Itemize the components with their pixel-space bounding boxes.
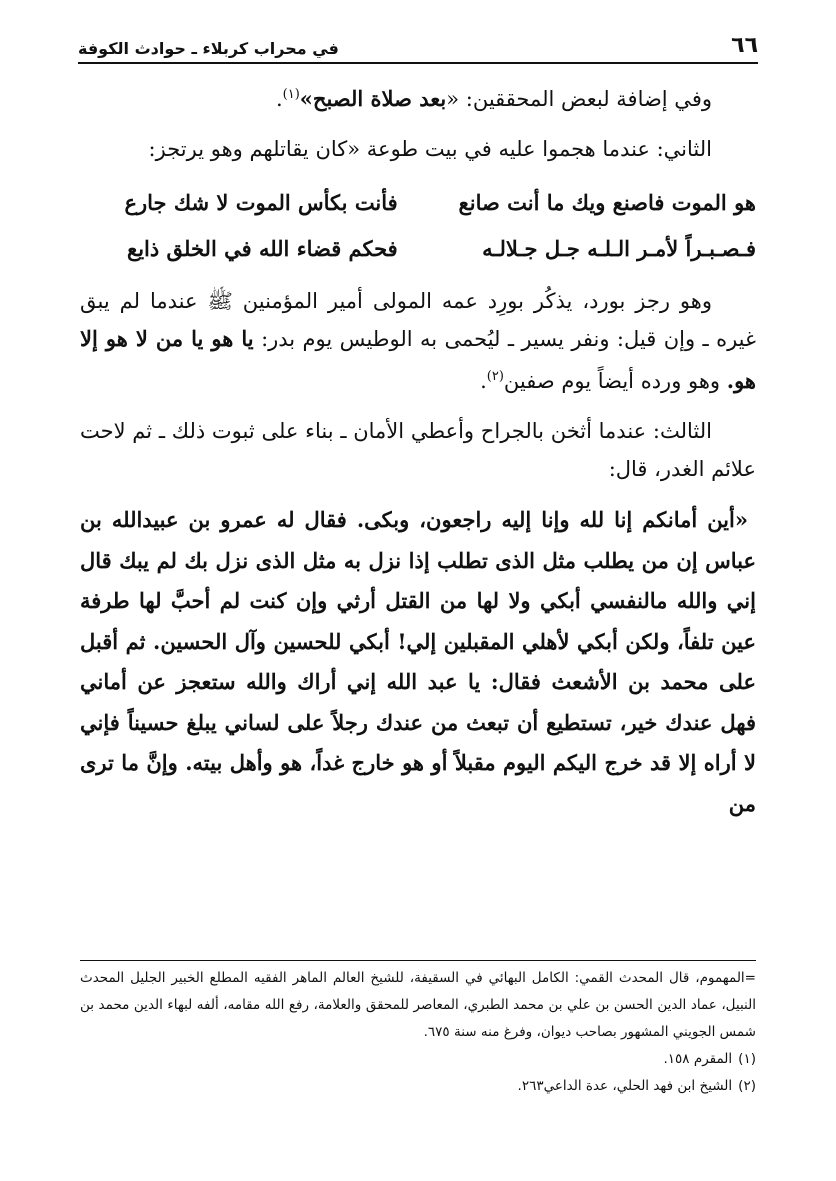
paragraph-1-bold: بعد صلاة الصبح» xyxy=(299,86,447,111)
verse-2 xyxy=(80,226,756,272)
paragraph-3-text2: وهو ورده أيضاً يوم صفين xyxy=(503,369,721,393)
main-text xyxy=(80,76,756,824)
footnote-2 xyxy=(80,1073,756,1100)
paragraph-3-text: وهو رجز بورد، يذكُر بورِد عمه المولى أمير المؤمنين ﷺ عندما لم يبق غيره ـ وإن قيل: ونفر يسير ـ ليُحمى به الوطيس يوم بدر: xyxy=(80,289,756,351)
paragraph-3-end: . xyxy=(480,369,487,393)
verse-1 xyxy=(80,180,756,226)
footnote-ref-2[interactable]: (٢) xyxy=(486,369,504,384)
footnote-1-text: المقرم ١٥٨. xyxy=(663,1051,733,1067)
verse-2-right: فـصـبـراً لأمـر الـلـه جـل جـلالـه xyxy=(482,236,756,261)
paragraph-3 xyxy=(80,282,756,400)
footnote-2-mark: (٢) xyxy=(738,1078,756,1094)
footnote-ref-1[interactable]: (١) xyxy=(282,87,300,102)
page-number: ٦٦ xyxy=(731,33,758,58)
poem xyxy=(80,180,756,272)
paragraph-1-text: وفي إضافة لبعض المحققين: « xyxy=(446,87,712,111)
verse-1-left: فأنت بكأس الموت لا شك جارع xyxy=(124,190,398,215)
paragraph-3-bold: يا هو يا من لا هو إلا هو. xyxy=(80,326,756,393)
footnote-continuation: =المهموم، قال المحدث القمي: الكامل البهائي في السقيفة، للشيخ العالم الماهر الفقيه المطلع الخبير الجليل المحدث النبيل، عماد الدين الحسن بن علي بن محمد الطبري، المعاصر للمحقق والعلامة، رفع الله مقامه، ألفه لبهاء الدين محمد بن شمس الجويني المشهور بصاحب ديوان، وفرغ منه سنة ٦٧٥. xyxy=(80,970,756,1040)
verse-2-left: فحكم قضاء الله في الخلق ذايع xyxy=(127,236,398,261)
footnote-1 xyxy=(80,1046,756,1073)
paragraph-4: الثالث: عندما أثخن بالجراح وأعطي الأمان ـ بناء على ثبوت ذلك ـ ثم لاحت علائم الغدر، قال: xyxy=(80,419,756,481)
paragraph-1 xyxy=(80,76,756,118)
footnote-1-mark: (١) xyxy=(738,1051,756,1067)
footnote-2-text: الشيخ ابن فهد الحلي، عدة الداعي٢٦٣. xyxy=(517,1078,733,1094)
running-title: في محراب كربلاء ـ حوادث الكوفة xyxy=(78,39,339,58)
paragraph-2: الثاني: عندما هجموا عليه في بيت طوعة «كان يقاتلهم وهو يرتجز: xyxy=(148,137,712,161)
page-header xyxy=(78,24,758,64)
quote-block: «أين أمانكم إنا لله وإنا إليه راجعون، وبكى. فقال له عمرو بن عبيدالله بن عباس إن من يطلب مثل الذى تطلب إذا نزل به مثل الذى نزل بك لم يبك قال إني والله مالنفسي أبكي ولا لها من القتل أرثي وإن كنت لم أحبَّ لها طرفة عين تلفاً، ولكن أبكي لأهلي المقبلين إلي! أبكي للحسين وآل الحسين. ثم أقبل على محمد بن الأشعث فقال: يا عبد الله إني أراك والله ستعجز عن أماني فهل عندك خير، تستطيع أن تبعث من عندك رجلاً على لساني يبلغ حسيناً فإني لا أراه إلا قد خرج اليكم اليوم مقبلاً أو هو خارج غداً، هو وأهل بيته. وإنَّ ما ترى من xyxy=(80,507,756,816)
verse-1-right: هو الموت فاصنع ويك ما أنت صانع xyxy=(458,190,756,215)
footnotes xyxy=(80,960,756,1100)
paragraph-1-end: . xyxy=(275,87,283,111)
